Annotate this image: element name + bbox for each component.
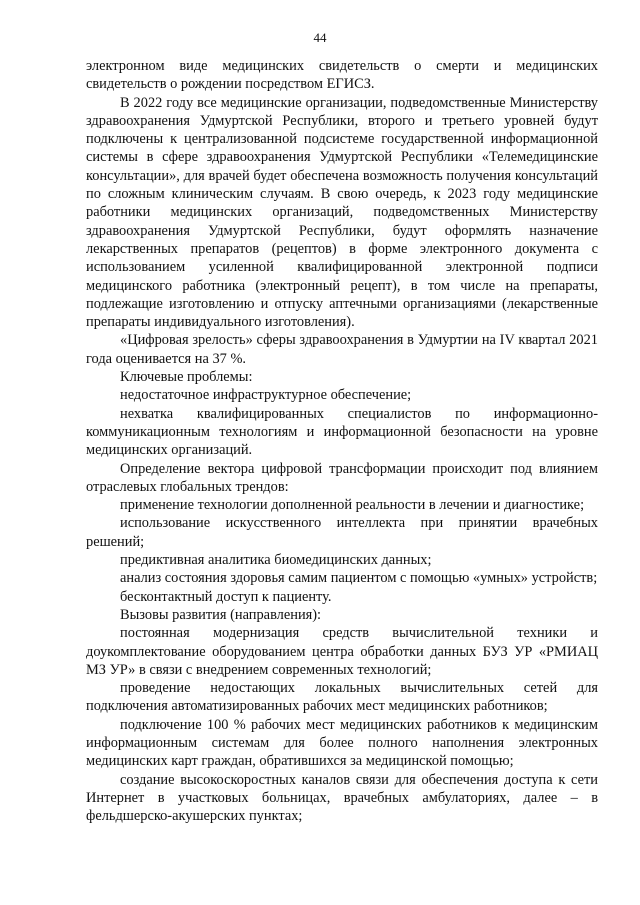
paragraph: нехватка квалифицированных специалистов по информационно-коммуникационным технологиям и информационной безопасности на уровне медицинских организаций. (86, 405, 598, 459)
paragraph: Вызовы развития (направления): (120, 606, 322, 623)
paragraph: Ключевые проблемы: (120, 369, 253, 386)
paragraph: проведение недостающих локальных вычислительных сетей для подключения автоматизированных рабочих мест медицинских работников; (86, 680, 598, 715)
paragraph: недостаточное инфраструктурное обеспечение; (120, 387, 412, 404)
body-text (86, 57, 598, 825)
paragraph: В 2022 году все медицинские организации, подведомственные Министерству здравоохранения Удмуртской Республики, второго и третьего уровней будут подключены к централизованной подсистеме государственной информационной системы в сфере здравоохранения Удмуртской Республики «Телемедицинские консультации», для врачей будет обеспечена возможность получения консультаций по сложным клиническим случаям. В свою очередь, к 2023 году медицинские работники медицинских организаций, подведомственных Министерству здравоохранения Удмуртской Республики, будут оформлять назначение лекарственных препаратов (рецептов) в форме электронного документа с использованием усиленной квалифицированной электронной подписи медицинского работника (электронный рецепт), в том числе на препараты, подлежащие изготовлению и отпуску аптечными организациями (лекарственные препараты индивидуального изготовления). (86, 94, 598, 331)
paragraph: предиктивная аналитика биомедицинских данных; (120, 552, 432, 569)
paragraph: электронном виде медицинских свидетельств о смерти и медицинских свидетельств о рождении посредством ЕГИСЗ. (86, 58, 598, 93)
paragraph: использование искусственного интеллекта при принятии врачебных решений; (86, 515, 598, 550)
paragraph: подключение 100 % рабочих мест медицинских работников к медицинским информационным системам для более полного наполнения электронных медицинских карт граждан, обратившихся за медицинской помощью; (86, 716, 598, 770)
paragraph: бесконтактный доступ к пациенту. (120, 588, 332, 605)
page-number: 44 (313, 30, 327, 45)
paragraph: Определение вектора цифровой трансформации происходит под влиянием отраслевых глобальных трендов: (86, 460, 598, 495)
paragraph: «Цифровая зрелость» сферы здравоохранения в Удмуртии на IV квартал 2021 года оценивается на 37 %. (86, 332, 598, 367)
paragraph: анализ состояния здоровья самим пациентом с помощью «умных» устройств; (120, 570, 598, 587)
paragraph: создание высокоскоростных каналов связи для обеспечения доступа к сети Интернет в участковых больницах, врачебных амбулаториях, далее – в фельдшерско-акушерских пунктах; (86, 771, 598, 825)
paragraph: применение технологии дополненной реальности в лечении и диагностике; (120, 497, 585, 514)
paragraph: постоянная модернизация средств вычислительной техники и доукомплектование оборудованием центра обработки данных БУЗ УР «РМИАЦ МЗ УР» в связи с внедрением современных технологий; (86, 625, 598, 678)
